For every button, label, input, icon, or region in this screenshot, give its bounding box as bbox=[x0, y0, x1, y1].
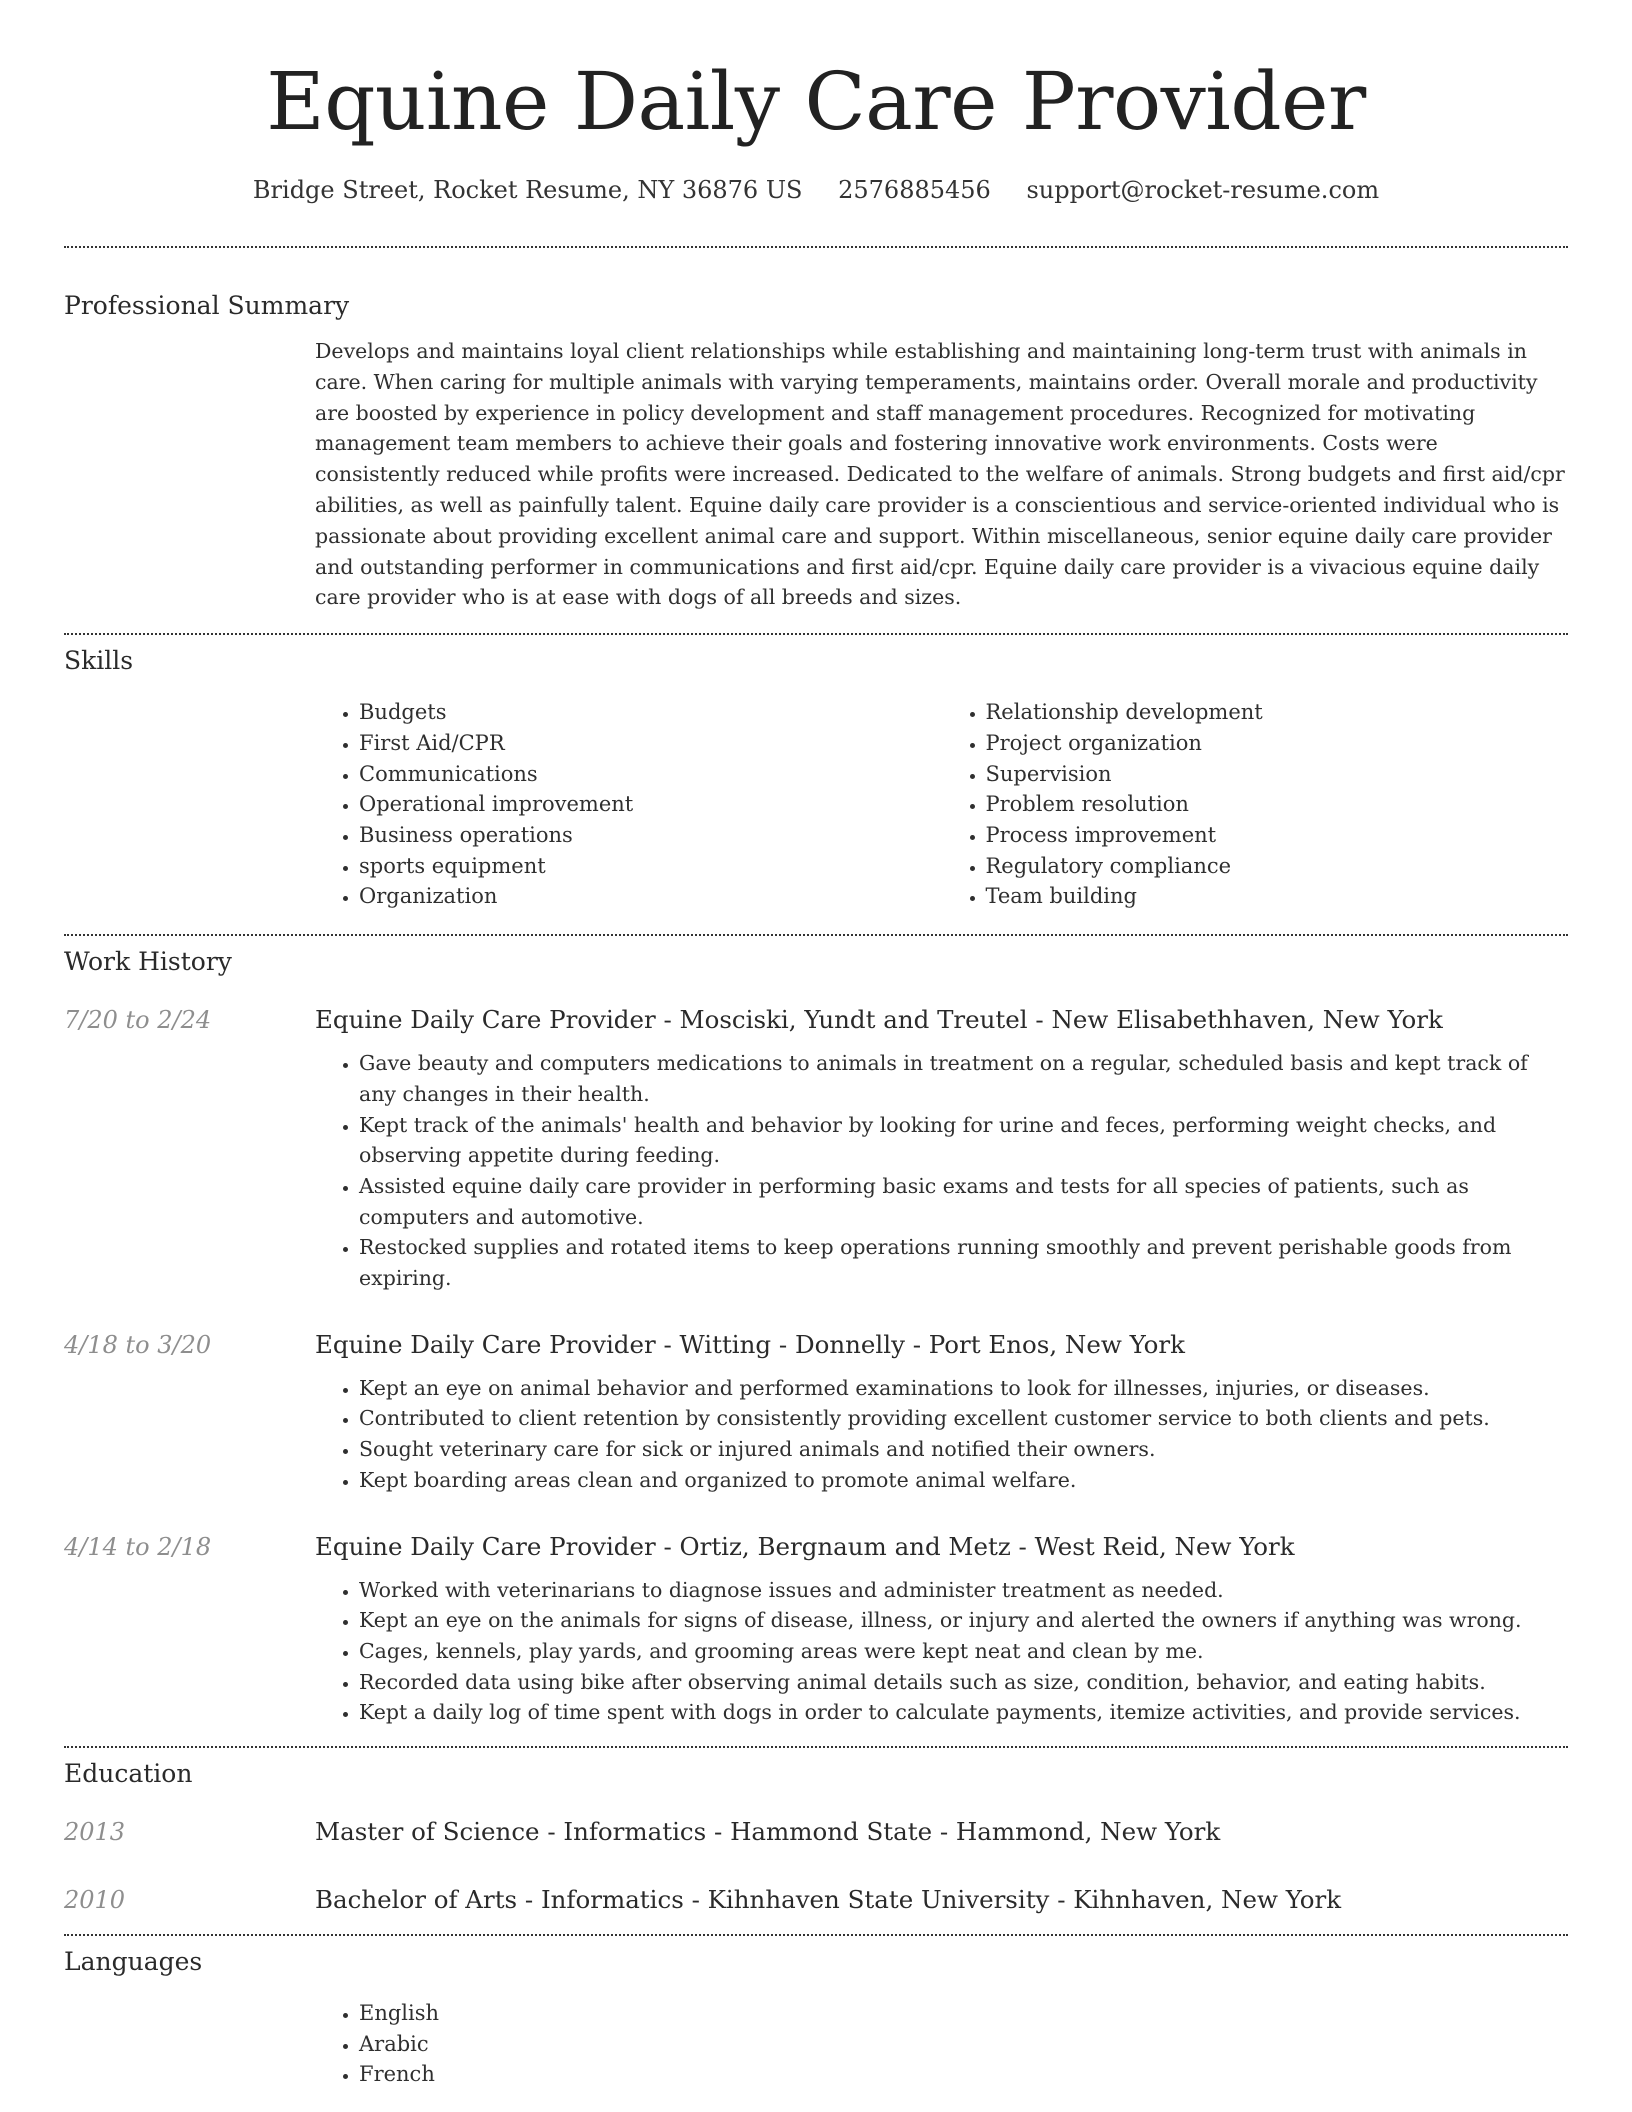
skill-item: • Team building bbox=[986, 881, 1569, 912]
work-bullets bbox=[315, 1575, 1568, 1729]
section-title-work: Work History bbox=[64, 947, 232, 977]
skills-list bbox=[315, 697, 1568, 912]
work-title: Equine Daily Care Provider - Ortiz, Bergnaum and Metz - West Reid, New York bbox=[315, 1531, 1295, 1561]
work-entry bbox=[64, 1329, 1568, 1496]
work-entry-body bbox=[315, 1531, 1568, 1729]
skill-item: • Communications bbox=[359, 759, 942, 790]
skill-item: • Operational improvement bbox=[359, 789, 942, 820]
skill-item: • Business operations bbox=[359, 820, 942, 851]
work-title: Equine Daily Care Provider - Mosciski, Yundt and Treutel - New Elisabethhaven, New York bbox=[315, 1005, 1443, 1035]
section-title-languages: Languages bbox=[64, 1947, 203, 1977]
skill-item: • First Aid/CPR bbox=[359, 728, 942, 759]
education-entry bbox=[64, 1816, 1568, 1848]
work-bullet: • Cages, kennels, play yards, and grooming areas were kept neat and clean by me. bbox=[359, 1636, 1568, 1667]
contact-phone: 2576885456 bbox=[838, 176, 991, 204]
work-entry-body bbox=[315, 1004, 1568, 1294]
skill-item: • Organization bbox=[359, 881, 942, 912]
skills-column-right bbox=[942, 697, 1569, 912]
skill-item: • Problem resolution bbox=[986, 789, 1569, 820]
language-item: • Arabic bbox=[359, 2029, 1568, 2060]
language-item: • French bbox=[359, 2059, 1568, 2090]
work-entry bbox=[64, 1004, 1568, 1294]
skill-item: • Relationship development bbox=[986, 697, 1569, 728]
education-degree: Bachelor of Arts - Informatics - Kihnhaven State University - Kihnhaven, New York bbox=[315, 1885, 1342, 1915]
skills-column-left bbox=[315, 697, 942, 912]
skill-item: • Budgets bbox=[359, 697, 942, 728]
education-entry bbox=[64, 1884, 1568, 1916]
divider bbox=[64, 934, 1568, 936]
work-bullets bbox=[315, 1048, 1568, 1294]
skill-item: • Regulatory compliance bbox=[986, 851, 1569, 882]
divider bbox=[64, 246, 1568, 248]
candidate-name: Equine Daily Care Provider bbox=[266, 55, 1366, 148]
language-item: • English bbox=[359, 1998, 1568, 2029]
skill-item: • sports equipment bbox=[359, 851, 942, 882]
work-title: Equine Daily Care Provider - Witting - Donnelly - Port Enos, New York bbox=[315, 1329, 1185, 1359]
work-bullets bbox=[315, 1373, 1568, 1496]
work-bullet: • Kept a daily log of time spent with dogs in order to calculate payments, itemize activities, and provide services. bbox=[359, 1697, 1568, 1728]
skill-item: • Supervision bbox=[986, 759, 1569, 790]
work-bullet: • Recorded data using bike after observing animal details such as size, condition, behavior, and eating habits. bbox=[359, 1667, 1568, 1698]
work-dates: 7/20 to 2/24 bbox=[64, 1006, 212, 1035]
divider bbox=[64, 633, 1568, 635]
contact-line bbox=[64, 174, 1568, 206]
work-bullet: • Kept an eye on the animals for signs of disease, illness, or injury and alerted the owners if anything was wrong. bbox=[359, 1605, 1568, 1636]
divider bbox=[64, 1934, 1568, 1936]
skill-item: • Process improvement bbox=[986, 820, 1569, 851]
work-entry bbox=[64, 1531, 1568, 1729]
education-year: 2013 bbox=[64, 1818, 126, 1847]
education-entry-body bbox=[315, 1884, 1568, 1916]
work-bullet: • Kept track of the animals' health and behavior by looking for urine and feces, performing weight checks, and observing appetite during feeding. bbox=[359, 1110, 1568, 1171]
work-bullet: • Restocked supplies and rotated items to keep operations running smoothly and prevent perishable goods from expiring. bbox=[359, 1232, 1568, 1293]
work-bullet: • Gave beauty and computers medications to animals in treatment on a regular, scheduled basis and kept track of any changes in their health. bbox=[359, 1048, 1568, 1109]
skill-item: • Project organization bbox=[986, 728, 1569, 759]
education-degree: Master of Science - Informatics - Hammond State - Hammond, New York bbox=[315, 1817, 1221, 1847]
work-bullet: • Worked with veterinarians to diagnose issues and administer treatment as needed. bbox=[359, 1575, 1568, 1606]
work-bullet: • Kept boarding areas clean and organized to promote animal welfare. bbox=[359, 1465, 1568, 1496]
work-bullet: • Assisted equine daily care provider in performing basic exams and tests for all species of patients, such as computers and automotive. bbox=[359, 1171, 1568, 1232]
languages-list bbox=[315, 1998, 1568, 2090]
work-dates: 4/14 to 2/18 bbox=[64, 1532, 212, 1561]
work-bullet: • Contributed to client retention by consistently providing excellent customer service to both clients and pets. bbox=[359, 1403, 1568, 1434]
resume-page bbox=[64, 0, 1568, 2090]
contact-email: support@rocket-resume.com bbox=[1026, 176, 1380, 204]
divider bbox=[64, 1746, 1568, 1748]
work-bullet: • Sought veterinary care for sick or injured animals and notified their owners. bbox=[359, 1434, 1568, 1465]
education-entry-body bbox=[315, 1816, 1568, 1848]
work-entry-body bbox=[315, 1329, 1568, 1496]
education-year: 2010 bbox=[64, 1886, 126, 1915]
work-dates: 4/18 to 3/20 bbox=[64, 1330, 212, 1359]
summary-text: Develops and maintains loyal client relationships while establishing and maintaining long-term trust with animals in care. When caring for multiple animals with varying temperaments, maintains order. Overall morale and productivity are boosted by experience in policy development and staff management procedures. Recognized for motivating management team members to achieve their goals and fostering innovative work environments. Costs were consistently reduced while profits were increased. Dedicated to the welfare of animals. Strong budgets and first aid/cpr abilities, as well as painfully talent. Equine daily care provider is a conscientious and service-oriented individual who is passionate about providing excellent animal care and support. Within miscellaneous, senior equine daily care provider and outstanding performer in communications and first aid/cpr. Equine daily care provider is a vivacious equine daily care provider who is at ease with dogs of all breeds and sizes. bbox=[315, 339, 1565, 610]
section-title-skills: Skills bbox=[64, 646, 134, 676]
work-bullet: • Kept an eye on animal behavior and performed examinations to look for illnesses, injuries, or diseases. bbox=[359, 1373, 1568, 1404]
contact-address: Bridge Street, Rocket Resume, NY 36876 US bbox=[252, 176, 803, 204]
section-title-summary: Professional Summary bbox=[64, 291, 350, 320]
section-title-education: Education bbox=[64, 1759, 193, 1789]
